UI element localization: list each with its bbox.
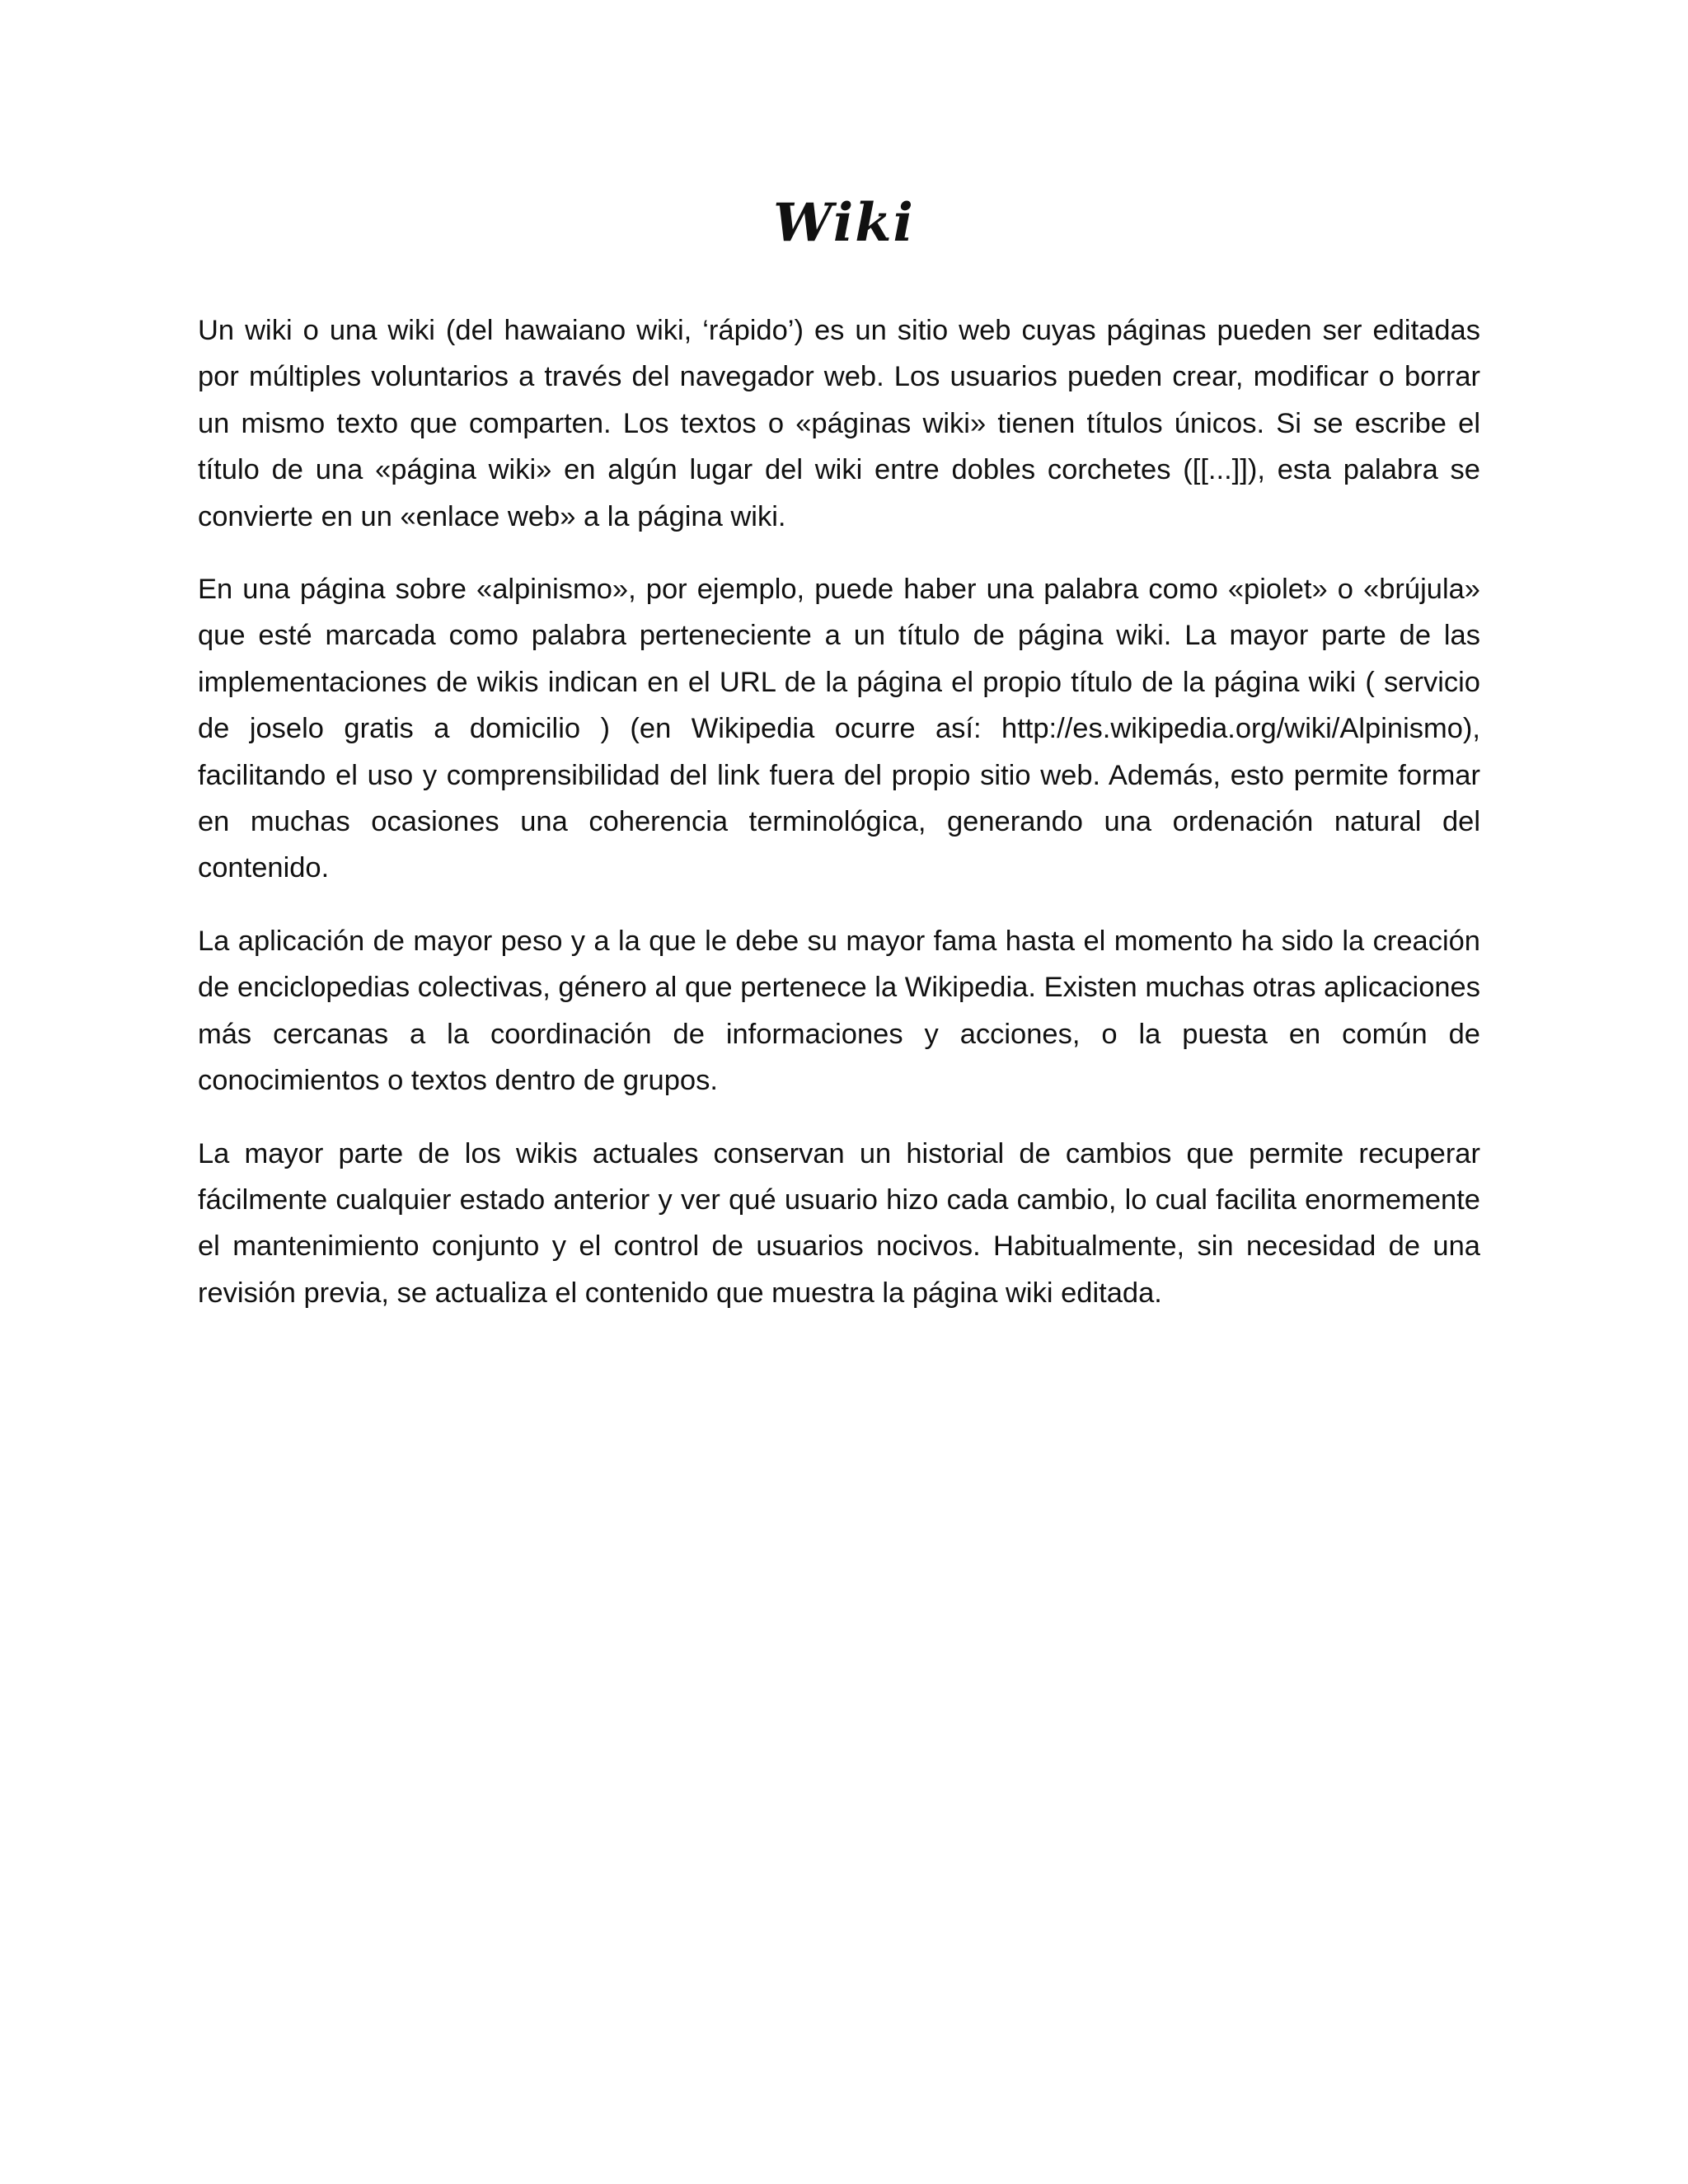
page-title: Wiki [773, 192, 915, 254]
paragraph-2: En una página sobre «alpinismo», por ejemplo, puede haber una palabra como «piolet» o «brújula» que esté marcada como palabra perteneciente a un título de página wiki. La mayor parte de las implementaciones de wikis indican en el URL de la página el propio título de la página wiki ( servicio de joselo gratis a domicilio ) (en Wikipedia ocurre así: http://es.wikipedia.org/wiki/Alpinismo), facilitando el uso y comprensibilidad del link fuera del propio sitio web. Además, esto permite formar en muchas ocasiones una coherencia terminológica, generando una ordenación natural del contenido. [198, 574, 1480, 884]
paragraph-3: La aplicación de mayor peso y a la que le debe su mayor fama hasta el momento ha sido la creación de enciclopedias colectivas, género al que pertenece la Wikipedia. Existen muchas otras aplicaciones más cercanas a la coordinación de informaciones y acciones, o la puesta en común de conocimientos o textos dentro de grupos. [198, 925, 1480, 1097]
paragraph-4: La mayor parte de los wikis actuales conservan un historial de cambios que permite recuperar fácilmente cualquier estado anterior y ver qué usuario hizo cada cambio, lo cual facilita enormemente el mantenimiento conjunto y el control de usuarios nocivos. Habitualmente, sin necesidad de una revisión previa, se actualiza el contenido que muestra la página wiki editada. [198, 1137, 1480, 1309]
paragraph-1: Un wiki o una wiki (del hawaiano wiki, ‘rápido’) es un sitio web cuyas páginas pueden ser editadas por múltiples voluntarios a través del navegador web. Los usuarios pueden crear, modificar o borrar un mismo texto que comparten. Los textos o «páginas wiki» tienen títulos únicos. Si se escribe el título de una «página wiki» en algún lugar del wiki entre dobles corchetes ([[...]]), esta palabra se convierte en un «enlace web» a la página wiki. [198, 315, 1480, 532]
document-body [198, 307, 1480, 1343]
